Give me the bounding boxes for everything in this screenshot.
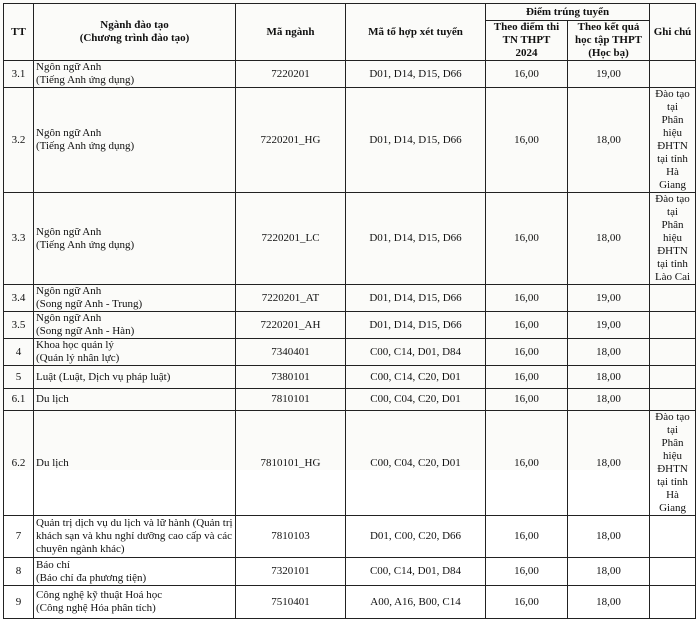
note-line: Lào Cai (654, 271, 691, 283)
admission-scores-table (3, 3, 696, 619)
cell-code: 7810101 (236, 389, 346, 411)
cell-note (650, 389, 696, 411)
program-name2: (Tiếng Anh ứng dụng) (36, 74, 135, 86)
cell-tt: 4 (4, 339, 34, 366)
program-name1: Ngôn ngữ Anh (36, 225, 102, 238)
table-row (4, 312, 696, 339)
cell-tt: 5 (4, 366, 34, 389)
table-body (4, 61, 696, 619)
cell-combos: C00, C14, C20, D01 (346, 366, 486, 389)
cell-score-exam: 16,00 (486, 285, 568, 312)
program-name1: Khoa học quản lý (36, 339, 114, 351)
cell-note (650, 285, 696, 312)
program-name1: Quản trị dịch vụ du lịch và lữ hành (Quản trị (36, 517, 233, 529)
cell-code: 7220201_AH (236, 312, 346, 339)
header-score-transcript-line3: (Học bạ) (588, 47, 629, 59)
header-combos: Mã tổ hợp xét tuyển (346, 4, 486, 61)
note-line: Hà Giang (659, 166, 686, 191)
cell-program (34, 285, 236, 312)
cell-score-transcript: 18,00 (568, 339, 650, 366)
program-name2: (Tiếng Anh ứng dụng) (36, 238, 135, 251)
cell-combos: D01, D14, D15, D66 (346, 285, 486, 312)
header-score-exam-line2: TN THPT (502, 34, 551, 46)
cell-tt: 3.1 (4, 61, 34, 88)
note-line: ĐHTN tại tỉnh (657, 463, 688, 488)
cell-score-transcript: 18,00 (568, 193, 650, 285)
cell-code: 7510401 (236, 586, 346, 619)
program-name1: Ngôn ngữ Anh (36, 127, 102, 139)
table-row (4, 61, 696, 88)
cell-code: 7380101 (236, 366, 346, 389)
cell-score-transcript: 18,00 (568, 411, 650, 516)
cell-program (34, 312, 236, 339)
cell-score-transcript: 18,00 (568, 586, 650, 619)
cell-score-exam: 16,00 (486, 312, 568, 339)
cell-program (34, 88, 236, 193)
cell-program (34, 586, 236, 619)
cell-combos: C00, C04, C20, D01 (346, 411, 486, 516)
note-line: ĐHTN tại tỉnh (657, 245, 688, 270)
cell-code: 7220201_HG (236, 88, 346, 193)
program-name1: Báo chí (36, 558, 70, 571)
cell-note (650, 61, 696, 88)
program-name1: Ngôn ngữ Anh (36, 61, 102, 73)
cell-score-exam: 16,00 (486, 558, 568, 586)
program-name2: (Báo chí đa phương tiện) (36, 571, 147, 584)
cell-score-transcript: 19,00 (568, 285, 650, 312)
table-row (4, 558, 696, 586)
note-line: Đào tạo tại (655, 411, 690, 436)
header-score-exam (486, 21, 568, 61)
note-line: Hà Giang (659, 489, 686, 514)
cell-tt: 8 (4, 558, 34, 586)
header-score-transcript (568, 21, 650, 61)
program-name1: Công nghệ kỹ thuật Hoá học (36, 589, 163, 601)
cell-score-exam: 16,00 (486, 389, 568, 411)
cell-note (650, 88, 696, 193)
cell-program (34, 366, 236, 389)
cell-score-transcript: 18,00 (568, 389, 650, 411)
cell-score-exam: 16,00 (486, 586, 568, 619)
program-name2: (Song ngữ Anh - Hàn) (36, 325, 135, 337)
cell-combos: D01, C00, C20, D66 (346, 516, 486, 558)
cell-tt: 7 (4, 516, 34, 558)
cell-code: 7220201_LC (236, 193, 346, 285)
cell-program (34, 389, 236, 411)
table-row (4, 193, 696, 285)
program-name1: Ngôn ngữ Anh (36, 312, 102, 324)
cell-code: 7220201_AT (236, 285, 346, 312)
cell-combos: D01, D14, D15, D66 (346, 193, 486, 285)
program-name2: (Công nghệ Hóa phân tích) (36, 602, 156, 614)
program-name1: Ngôn ngữ Anh (36, 285, 102, 297)
header-score-transcript-line1: Theo kết quả (577, 21, 640, 33)
cell-note (650, 312, 696, 339)
cell-note (650, 411, 696, 516)
cell-code: 7320101 (236, 558, 346, 586)
cell-code: 7220201 (236, 61, 346, 88)
cell-combos: D01, D14, D15, D66 (346, 61, 486, 88)
cell-score-exam: 16,00 (486, 516, 568, 558)
table-row (4, 389, 696, 411)
cell-score-exam: 16,00 (486, 88, 568, 193)
note-line: Đào tạo tại (655, 88, 690, 113)
cell-score-exam: 16,00 (486, 411, 568, 516)
cell-tt: 3.4 (4, 285, 34, 312)
cell-note (650, 339, 696, 366)
cell-score-transcript: 18,00 (568, 366, 650, 389)
cell-combos: D01, D14, D15, D66 (346, 88, 486, 193)
header-program-line1: Ngành đào tạo (100, 19, 169, 31)
table-row (4, 516, 696, 558)
cell-tt: 3.2 (4, 88, 34, 193)
cell-program (34, 61, 236, 88)
cell-tt: 6.1 (4, 389, 34, 411)
cell-program (34, 411, 236, 516)
note-line: Phân hiệu (661, 219, 684, 244)
cell-note (650, 586, 696, 619)
header-program-line2: (Chương trình đào tạo) (79, 32, 190, 44)
cell-score-transcript: 18,00 (568, 558, 650, 586)
cell-score-exam: 16,00 (486, 61, 568, 88)
table-row (4, 366, 696, 389)
header-program (34, 4, 236, 61)
program-name1: Luật (Luật, Dịch vụ pháp luật) (36, 370, 171, 383)
cell-score-exam: 16,00 (486, 339, 568, 366)
cell-code: 7810103 (236, 516, 346, 558)
cell-program (34, 339, 236, 366)
header-score-exam-line1: Theo điểm thi (493, 21, 560, 33)
cell-tt: 3.3 (4, 193, 34, 285)
cell-tt: 9 (4, 586, 34, 619)
cell-combos: D01, D14, D15, D66 (346, 312, 486, 339)
header-score-exam-line3: 2024 (515, 47, 538, 59)
header-score-transcript-line2: học tập THPT (574, 34, 643, 46)
cell-note (650, 558, 696, 586)
cell-program (34, 516, 236, 558)
cell-score-transcript: 19,00 (568, 61, 650, 88)
program-name2: khách sạn và khu nghỉ dưỡng cao cấp và các (36, 530, 232, 542)
cell-note (650, 366, 696, 389)
cell-note (650, 516, 696, 558)
header-note: Ghi chú (650, 4, 696, 61)
note-line: Phân hiệu (661, 437, 684, 462)
table-row (4, 88, 696, 193)
program-name3: chuyên ngành khác) (36, 543, 125, 555)
note-line: Phân hiệu (661, 114, 684, 139)
cell-program (34, 193, 236, 285)
program-name2: (Tiếng Anh ứng dụng) (36, 140, 135, 152)
program-name2: (Quản lý nhân lực) (36, 352, 120, 364)
cell-note (650, 193, 696, 285)
cell-combos: C00, C04, C20, D01 (346, 389, 486, 411)
cell-score-transcript: 18,00 (568, 516, 650, 558)
note-line: ĐHTN tại tỉnh (657, 140, 688, 165)
program-name2: (Song ngữ Anh - Trung) (36, 298, 143, 310)
cell-score-exam: 16,00 (486, 366, 568, 389)
table-row (4, 586, 696, 619)
cell-code: 7810101_HG (236, 411, 346, 516)
cell-tt: 6.2 (4, 411, 34, 516)
header-score-group: Điểm trúng tuyển (486, 4, 650, 21)
table-row (4, 411, 696, 516)
cell-program (34, 558, 236, 586)
table-row (4, 285, 696, 312)
cell-score-exam: 16,00 (486, 193, 568, 285)
header-tt: TT (4, 4, 34, 61)
cell-score-transcript: 19,00 (568, 312, 650, 339)
cell-tt: 3.5 (4, 312, 34, 339)
header-code: Mã ngành (236, 4, 346, 61)
cell-combos: C00, C14, D01, D84 (346, 558, 486, 586)
note-line: Đào tạo tại (655, 193, 690, 218)
program-name1: Du lịch (36, 456, 69, 469)
program-name1: Du lịch (36, 393, 69, 405)
cell-combos: C00, C14, D01, D84 (346, 339, 486, 366)
cell-score-transcript: 18,00 (568, 88, 650, 193)
header-row-1 (4, 4, 696, 21)
cell-combos: A00, A16, B00, C14 (346, 586, 486, 619)
cell-code: 7340401 (236, 339, 346, 366)
table-row (4, 339, 696, 366)
